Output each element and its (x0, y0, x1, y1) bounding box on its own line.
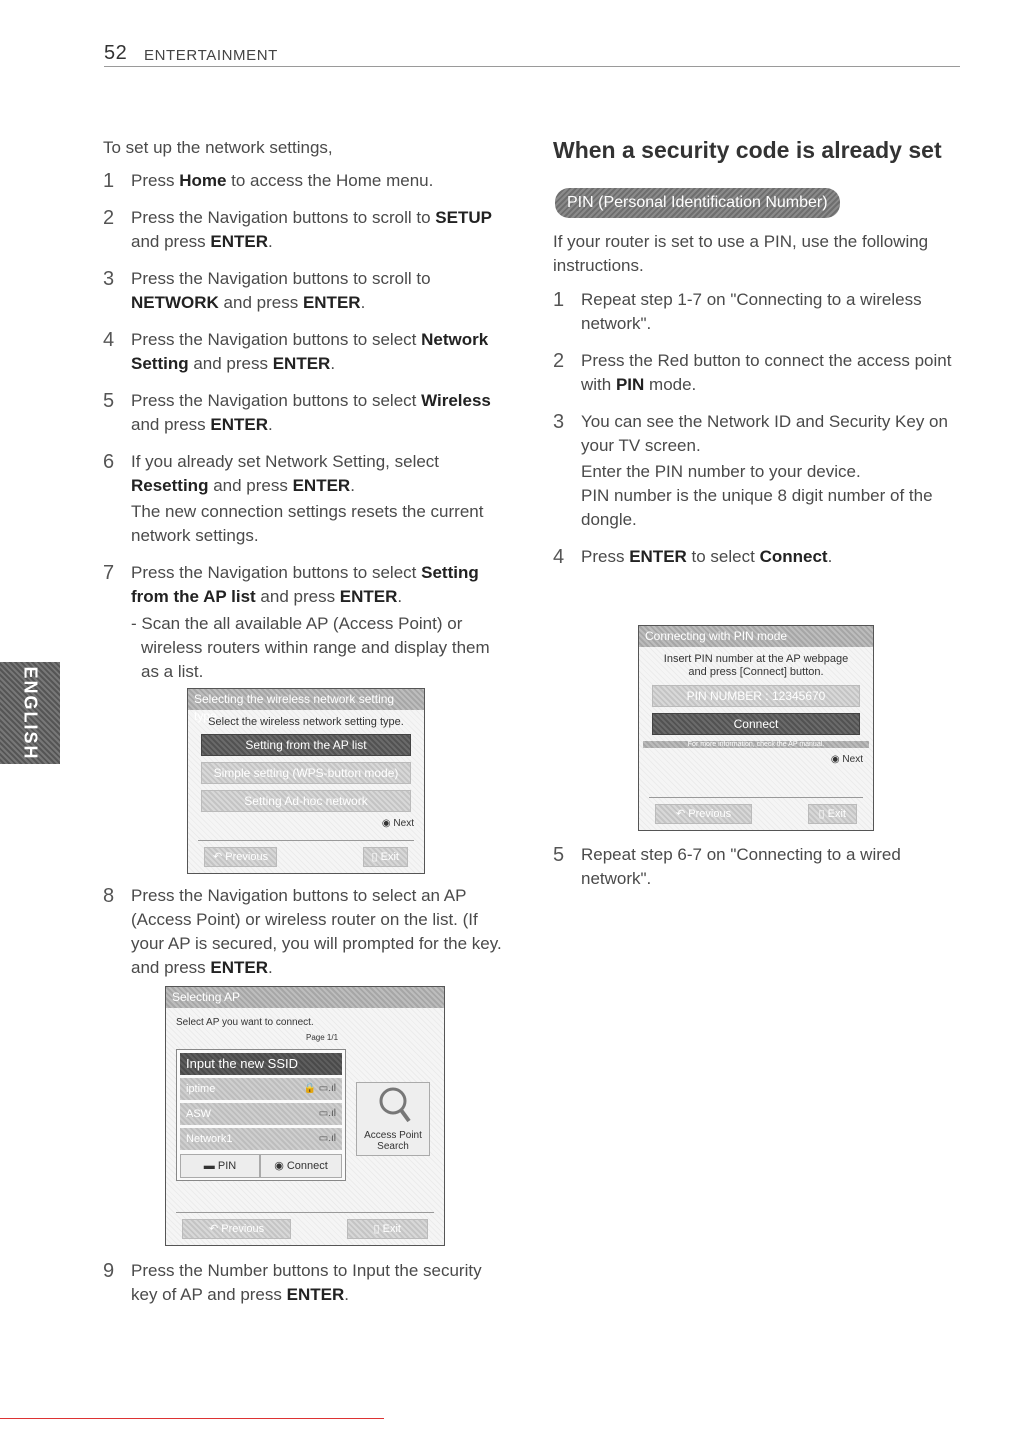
screen-network-setting-type: Selecting the wireless network setting type Select the wireless network setting type. Setting from the AP list Simple setting (WPS-button mode) Setting Ad-hoc network ◉ Next ↶ Previous ▯ Exit (187, 688, 425, 874)
footer-rule (0, 1418, 384, 1419)
section-title: ENTERTAINMENT (144, 47, 278, 64)
ap-row[interactable]: Network1 ▭.ıl (180, 1128, 342, 1150)
language-tab: ENGLISH (0, 662, 60, 764)
ap-row-new-ssid[interactable]: Input the new SSID (180, 1053, 342, 1075)
section-heading: When a security code is already set (553, 137, 942, 163)
step-2: 2 Press the Navigation buttons to scroll to SETUP and press ENTER. (103, 207, 492, 251)
step-6-note: The new connection settings resets the current network settings. (131, 502, 484, 545)
signal-icon: ▭.ıl (318, 1133, 336, 1144)
ap-row[interactable]: iptime 🔒 ▭.ıl (180, 1078, 342, 1100)
connect-button[interactable]: Connect (652, 713, 860, 735)
option-simple-setting-wps[interactable]: Simple setting (WPS-button mode) (201, 762, 411, 784)
screen-title: Selecting the wireless network setting type (188, 689, 424, 710)
step-7-note: - Scan the all available AP (Access Point) or wireless routers within range and display them as a list. (131, 614, 490, 681)
page-number: 52 (104, 42, 128, 64)
screen-selecting-ap: Selecting AP Select AP you want to connect. Page 1/1 Input the new SSID iptime 🔒 ▭.ıl ASW ▭.ıl Network1 ▭.ıl ▬ PIN ◉ Connect Access Point Search ↶ Previous ▯ Exit (165, 986, 445, 1246)
search-icon (373, 1083, 413, 1127)
connect-button[interactable]: ◉ Connect (260, 1154, 342, 1178)
lock-signal-icon: 🔒 ▭.ıl (303, 1083, 336, 1094)
step-7: 7 Press the Navigation buttons to select Setting from the AP list and press ENTER. - Scan the all available AP (Access Point) or wireless routers within range and display them as a list. (103, 561, 511, 684)
pin-button[interactable]: ▬ PIN (180, 1154, 260, 1178)
step-4: 4 Press the Navigation buttons to select Network Setting and press ENTER. (103, 329, 489, 373)
signal-icon: ▭.ıl (318, 1108, 336, 1119)
pin-subheading: PIN (Personal Identification Number) (555, 188, 840, 218)
option-ad-hoc-network[interactable]: Setting Ad-hoc network (201, 790, 411, 812)
intro-text: To set up the network settings, (103, 138, 333, 157)
step-6: 6 If you already set Network Setting, select Resetting and press ENTER. The new connection settings resets the current network settings. (103, 450, 511, 548)
left-column (103, 136, 511, 697)
exit-button[interactable]: ▯ Exit (363, 847, 408, 867)
exit-button[interactable]: ▯ Exit (347, 1219, 428, 1239)
ap-list (176, 1049, 346, 1181)
option-setting-from-ap-list[interactable]: Setting from the AP list (201, 734, 411, 756)
access-point-search-button[interactable]: Access Point Search (356, 1082, 430, 1156)
right-step-2: 2 Press the Red button to connect the access point with PIN mode. (553, 350, 952, 394)
previous-button[interactable]: ↶ Previous (204, 847, 277, 867)
ap-row[interactable]: ASW ▭.ıl (180, 1103, 342, 1125)
exit-button[interactable]: ▯ Exit (808, 804, 857, 824)
step-1: 1 Press Home to access the Home menu. (103, 170, 434, 192)
step-3: 3 Press the Navigation buttons to scroll to NETWORK and press ENTER. (103, 268, 431, 312)
previous-button[interactable]: ↶ Previous (182, 1219, 291, 1239)
previous-button[interactable]: ↶ Previous (655, 804, 752, 824)
right-column: When a security code is already set PIN (Personal Identification Number) If your router is set to use a PIN, use the following instructions. 1 Repeat step 1-7 on "Connecting to a wireless network". 2 Press the Red button to connect the access point with PIN mode. 3 You can see the Network ID and Security Key on your TV screen. Enter the PIN number to your device. PIN number is the unique 8 digit number of the dongle. 4 Press ENTER to select Connect. (553, 136, 963, 582)
right-step-1: 1 Repeat step 1-7 on "Connecting to a wireless network". (553, 289, 922, 333)
screen-connecting-pin-mode: Connecting with PIN mode Insert PIN number at the AP webpage and press [Connect] button. PIN NUMBER : 12345670 Connect For more information, check the AP manual. ◉ Next ↶ Previous ▯ Exit (638, 625, 874, 831)
right-step-5: 5 Repeat step 6-7 on "Connecting to a wired network". (553, 844, 901, 888)
page-header (104, 44, 960, 67)
step-8: 8 Press the Navigation buttons to select an AP (Access Point) or wireless router on the list. (If your AP is secured, you will prompted for the key. and press ENTER. (103, 885, 502, 977)
right-step-3: 3 You can see the Network ID and Security Key on your TV screen. Enter the PIN number to your device. PIN number is the unique 8 digit number of the dongle. (553, 411, 948, 529)
next-hint: ◉ Next (381, 818, 414, 829)
left-column-lower (103, 884, 511, 993)
pin-number-display: PIN NUMBER : 12345670 (652, 685, 860, 707)
step-9: 9 Press the Number buttons to Input the security key of AP and press ENTER. (103, 1260, 482, 1304)
step-5: 5 Press the Navigation buttons to select Wireless and press ENTER. (103, 390, 491, 434)
right-step-4: 4 Press ENTER to select Connect. (553, 546, 833, 568)
